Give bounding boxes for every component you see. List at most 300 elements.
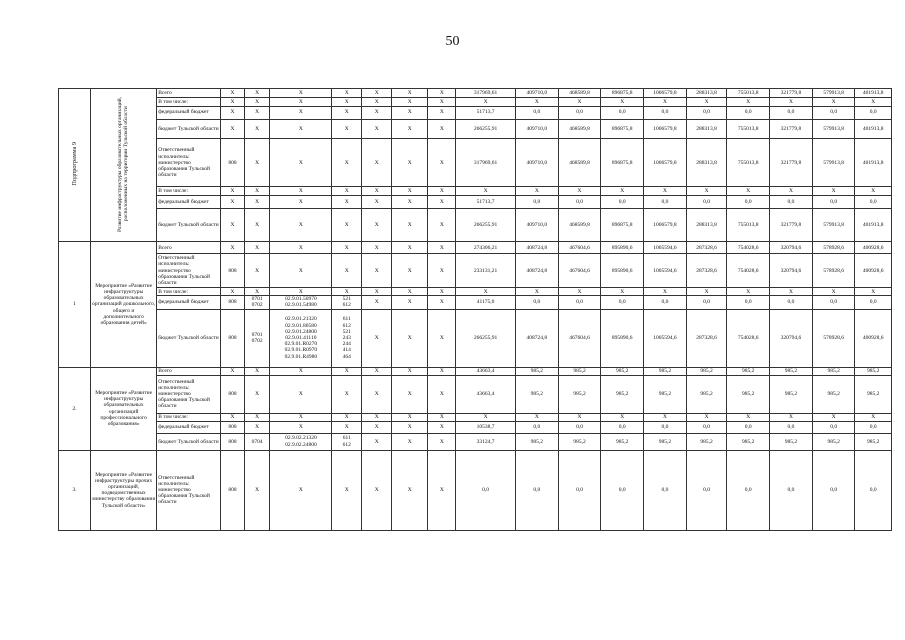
value-cell: 896875,8 [601,139,644,187]
code-cell: X [244,413,270,421]
code-cell: X [270,119,332,139]
value-cell: 320794,6 [770,309,813,367]
value-cell: 0,0 [686,196,727,209]
value-cell: 985,2 [855,375,892,413]
value-cell: 985,2 [515,433,558,450]
value-cell: 467604,6 [558,242,601,254]
code-cell: X [362,413,392,421]
code-cell: X [221,89,244,98]
value-cell: 1006579,8 [644,119,687,139]
code-cell: X [428,421,456,433]
code-cell: X [428,433,456,450]
value-cell: 0,0 [515,421,558,433]
code-cell: X [362,450,392,530]
value-cell: 985,2 [727,433,770,450]
value-cell: 320794,6 [770,254,813,288]
value-cell: 408724,8 [515,254,558,288]
row-label: бюджет Тульской области [157,433,221,450]
value-cell: X [644,187,687,196]
value-cell: 51713,7 [456,196,516,209]
value-cell: X [727,97,770,106]
code-cell: X [244,97,270,106]
measure-title: Мероприятие «Развитие инфраструктуры образовательных организаций дошкольного, общего и дополнительного образования детей» [91,242,157,367]
value-cell: 266255,91 [456,119,516,139]
code-cell: 808 [221,296,244,309]
code-cell: X [362,309,392,367]
table-row [59,187,892,196]
subprogram-title-cell [91,89,157,242]
value-cell: 985,2 [770,375,813,413]
code-cell: X [221,209,244,242]
code-cell: X [392,242,428,254]
value-cell: 0,0 [727,196,770,209]
code-cell: X [244,119,270,139]
table-row [59,450,892,530]
value-cell: 0,0 [855,450,892,530]
measure-number: 1 [59,242,91,367]
code-cell: X [270,375,332,413]
value-cell: 0,0 [727,106,770,119]
code-cell: X [362,296,392,309]
value-cell: 755013,8 [727,89,770,98]
value-cell: 33124,7 [456,433,516,450]
code-cell: X [221,196,244,209]
value-cell: X [601,288,644,296]
table-row [59,288,892,296]
value-cell: 0,0 [644,196,687,209]
value-cell: 409710,0 [515,209,558,242]
code-cell: X [332,421,362,433]
code-cell: X [362,288,392,296]
value-cell: 579913,8 [812,89,855,98]
code-cell: X [428,367,456,375]
code-cell: X [428,413,456,421]
value-cell: X [812,413,855,421]
value-cell: X [558,288,601,296]
value-cell: 0,0 [515,196,558,209]
code-cell: X [362,97,392,106]
value-cell: 41175,0 [456,296,516,309]
value-cell: 985,2 [727,367,770,375]
value-cell: 985,2 [644,375,687,413]
code-cell: 0701 0702 [244,296,270,309]
row-label: Всего [157,367,221,375]
code-cell: X [332,119,362,139]
value-cell: 985,2 [812,375,855,413]
code-cell: X [270,242,332,254]
code-cell: X [244,139,270,187]
value-cell: 1006579,8 [644,89,687,98]
value-cell: 467604,6 [558,309,601,367]
code-cell: X [362,421,392,433]
value-cell: 43663,4 [456,367,516,375]
table-row [59,119,892,139]
row-label: Ответственный исполнитель: министерство образования Тульской области [157,254,221,288]
value-cell: 0,0 [770,196,813,209]
value-cell: 0,0 [456,450,516,530]
code-cell: X [244,367,270,375]
code-cell: X [244,421,270,433]
code-cell: 808 [221,309,244,367]
value-cell: 0,0 [644,296,687,309]
value-cell: 0,0 [515,450,558,530]
value-cell: 0,0 [558,196,601,209]
code-cell: X [270,196,332,209]
row-label: бюджет Тульской области [157,209,221,242]
value-cell: 0,0 [855,196,892,209]
value-cell: 0,0 [770,106,813,119]
code-cell: 0704 [244,433,270,450]
code-cell: X [221,242,244,254]
table-row [59,139,892,187]
value-cell: 579913,8 [812,209,855,242]
value-cell: 0,0 [558,296,601,309]
value-cell: 895890,6 [601,309,644,367]
measure-title: Мероприятие «Развитие инфраструктуры прочих организаций, подведомственных министерству образования Тульской области» [91,450,157,530]
table-row [59,309,892,367]
row-label: Ответственный исполнитель: министерство образования Тульской области [157,375,221,413]
code-cell: X [332,288,362,296]
code-cell: X [270,187,332,196]
code-cell: X [244,89,270,98]
value-cell: 0,0 [812,450,855,530]
table-row [59,413,892,421]
value-cell: 578928,6 [812,254,855,288]
code-cell: X [362,242,392,254]
code-cell: X [362,106,392,119]
code-cell: X [332,89,362,98]
value-cell: 896875,8 [601,119,644,139]
code-cell: X [332,367,362,375]
value-cell: 409710,0 [515,139,558,187]
value-cell: 578928,6 [812,309,855,367]
value-cell: X [686,413,727,421]
value-cell: 0,0 [601,196,644,209]
value-cell: X [855,413,892,421]
measure-number: 3. [59,450,91,530]
value-cell: X [855,288,892,296]
code-cell: X [392,119,428,139]
code-cell: 808 [221,375,244,413]
value-cell: X [812,97,855,106]
value-cell: 287328,6 [686,254,727,288]
code-cell: X [392,450,428,530]
value-cell: 755013,8 [727,139,770,187]
value-cell: 400928,6 [855,254,892,288]
row-label: федеральный бюджет [157,106,221,119]
value-cell: 0,0 [686,421,727,433]
value-cell: 288313,8 [686,89,727,98]
value-cell: 321779,8 [770,209,813,242]
value-cell: 401913,8 [855,209,892,242]
value-cell: 0,0 [515,296,558,309]
code-cell: X [244,375,270,413]
value-cell: 0,0 [644,421,687,433]
value-cell: 754028,6 [727,309,770,367]
code-cell: X [362,433,392,450]
value-cell: X [770,413,813,421]
row-label: бюджет Тульской области [157,119,221,139]
code-cell: X [428,97,456,106]
value-cell: 754028,6 [727,254,770,288]
value-cell: 401913,8 [855,89,892,98]
value-cell: X [686,187,727,196]
value-cell: 10538,7 [456,421,516,433]
value-cell: 0,0 [601,296,644,309]
code-cell: X [221,288,244,296]
value-cell: 579913,8 [812,139,855,187]
value-cell: X [601,97,644,106]
code-cell: X [392,254,428,288]
value-cell: 468589,8 [558,119,601,139]
value-cell: X [686,288,727,296]
value-cell: 287328,6 [686,242,727,254]
row-label: федеральный бюджет [157,296,221,309]
code-cell: X [362,89,392,98]
code-cell: X [221,187,244,196]
value-cell: X [855,187,892,196]
value-cell: X [558,413,601,421]
code-cell: X [244,288,270,296]
value-cell: 0,0 [686,296,727,309]
code-cell: X [392,97,428,106]
value-cell: 400928,6 [855,309,892,367]
value-cell: 0,0 [558,450,601,530]
code-cell: 02.9.01.50970 02.9.01.54980 [270,296,332,309]
row-label: В том числе: [157,187,221,196]
value-cell: X [456,187,516,196]
code-cell: X [270,209,332,242]
value-cell: 985,2 [686,367,727,375]
code-cell: 808 [221,139,244,187]
table-row [59,97,892,106]
code-cell: X [392,433,428,450]
value-cell: 895890,6 [601,242,644,254]
code-cell: X [332,97,362,106]
code-cell: X [244,209,270,242]
table-row [59,254,892,288]
value-cell: 985,2 [601,433,644,450]
value-cell: 0,0 [558,106,601,119]
code-cell: X [244,187,270,196]
value-cell: 0,0 [644,106,687,119]
code-cell: X [270,254,332,288]
row-label: В том числе: [157,97,221,106]
table-row [59,89,892,98]
code-cell: X [428,106,456,119]
value-cell: 1005594,6 [644,242,687,254]
subprogram-title: Развитие инфраструктуры образовательных организаций, расположенных на территории Тульской области [117,96,130,232]
code-cell: X [362,196,392,209]
code-cell: X [392,367,428,375]
code-cell: X [332,450,362,530]
value-cell: X [644,288,687,296]
code-cell: X [428,242,456,254]
value-cell: 0,0 [644,450,687,530]
value-cell: 468589,8 [558,209,601,242]
row-label: Всего [157,89,221,98]
value-cell: X [456,288,516,296]
value-cell: 985,2 [644,433,687,450]
value-cell: 0,0 [855,421,892,433]
code-cell: X [221,106,244,119]
code-cell: X [332,413,362,421]
code-cell: X [392,106,428,119]
value-cell: X [601,187,644,196]
value-cell: 288313,8 [686,139,727,187]
code-cell: X [392,288,428,296]
value-cell: 579913,8 [812,119,855,139]
value-cell: 51713,7 [456,106,516,119]
value-cell: X [727,187,770,196]
value-cell: 317969,61 [456,139,516,187]
value-cell: 467604,6 [558,254,601,288]
page-number: 50 [445,34,460,49]
value-cell: 320794,6 [770,242,813,254]
value-cell: 985,2 [686,375,727,413]
code-cell: X [270,413,332,421]
value-cell: 985,2 [601,375,644,413]
row-label: Ответственный исполнитель: министерство образования Тульской области [157,139,221,187]
code-cell: X [221,367,244,375]
code-cell: X [428,375,456,413]
value-cell: 896875,8 [601,89,644,98]
value-cell: 288313,8 [686,119,727,139]
code-cell: X [270,367,332,375]
code-cell: X [244,254,270,288]
value-cell: 755013,8 [727,119,770,139]
value-cell: X [558,187,601,196]
value-cell: 578928,6 [812,242,855,254]
code-cell: X [392,209,428,242]
value-cell: 0,0 [515,106,558,119]
value-cell: 985,2 [812,433,855,450]
value-cell: 985,2 [770,433,813,450]
value-cell: 0,0 [601,106,644,119]
value-cell: X [456,97,516,106]
value-cell: 1006579,8 [644,139,687,187]
code-cell: X [392,413,428,421]
value-cell: 0,0 [727,450,770,530]
code-cell: X [332,187,362,196]
code-cell: X [362,187,392,196]
code-cell: X [332,196,362,209]
value-cell: 985,2 [770,367,813,375]
value-cell: X [686,97,727,106]
value-cell: 274306,21 [456,242,516,254]
row-label: бюджет Тульской области [157,309,221,367]
value-cell: X [515,413,558,421]
code-cell: X [270,421,332,433]
row-label: В том числе: [157,288,221,296]
value-cell: 1006579,8 [644,209,687,242]
value-cell: X [515,97,558,106]
value-cell: X [601,413,644,421]
value-cell: 468589,8 [558,139,601,187]
value-cell: 409710,0 [515,89,558,98]
code-cell: X [392,139,428,187]
value-cell: X [515,187,558,196]
code-cell: X [270,97,332,106]
value-cell: 985,2 [727,375,770,413]
code-cell: X [244,196,270,209]
value-cell: X [770,187,813,196]
code-cell: X [392,421,428,433]
code-cell: X [428,296,456,309]
value-cell: 0,0 [855,296,892,309]
code-cell: X [221,97,244,106]
code-cell: X [362,367,392,375]
code-cell: X [392,187,428,196]
value-cell: 985,2 [855,433,892,450]
table-row [59,421,892,433]
row-label: Всего [157,242,221,254]
value-cell: 985,2 [558,375,601,413]
code-cell: X [332,242,362,254]
value-cell: 0,0 [686,106,727,119]
value-cell: 0,0 [601,450,644,530]
code-cell: X [221,119,244,139]
value-cell: 401913,8 [855,139,892,187]
code-cell: X [362,139,392,187]
table-row [59,367,892,375]
code-cell: X [392,296,428,309]
value-cell: 266255,91 [456,209,516,242]
table-row [59,296,892,309]
code-cell: X [362,209,392,242]
value-cell: X [456,413,516,421]
code-cell: X [270,106,332,119]
value-cell: 985,2 [515,367,558,375]
code-cell: X [428,187,456,196]
value-cell: 0,0 [812,106,855,119]
value-cell: X [812,187,855,196]
code-cell: X [332,139,362,187]
value-cell: 0,0 [812,296,855,309]
code-cell: 611 612 [332,433,362,450]
row-label: Ответственный исполнитель: министерство образования Тульской области [157,450,221,530]
value-cell: 0,0 [558,421,601,433]
value-cell: X [558,97,601,106]
value-cell: 321779,8 [770,119,813,139]
code-cell: 611 612 521 243 244 414 464 [332,309,362,367]
value-cell: 985,2 [855,367,892,375]
code-cell: 02.9.01.21320 02.9.01.80580 02.9.01.24800 02.9.01.41110 02.9.01.R0270 02.9.01.R0970 02.9.01.R4980 [270,309,332,367]
code-cell: X [428,139,456,187]
code-cell: X [244,450,270,530]
value-cell: 468589,8 [558,89,601,98]
value-cell: 0,0 [770,421,813,433]
table-row [59,242,892,254]
code-cell: X [270,450,332,530]
value-cell: 0,0 [727,421,770,433]
code-cell: 0701 0702 [244,309,270,367]
code-cell: X [428,196,456,209]
value-cell: 0,0 [727,296,770,309]
value-cell: X [727,413,770,421]
value-cell: 0,0 [601,421,644,433]
value-cell: 288313,8 [686,209,727,242]
code-cell: X [362,254,392,288]
measure-title: Мероприятие «Развитие инфраструктуры образовательных организаций профессионального образования» [91,367,157,450]
value-cell: 287328,6 [686,309,727,367]
table-row [59,106,892,119]
code-cell: X [428,288,456,296]
code-cell: 808 [221,421,244,433]
budget-table [58,88,892,531]
value-cell: X [644,413,687,421]
code-cell: X [221,413,244,421]
